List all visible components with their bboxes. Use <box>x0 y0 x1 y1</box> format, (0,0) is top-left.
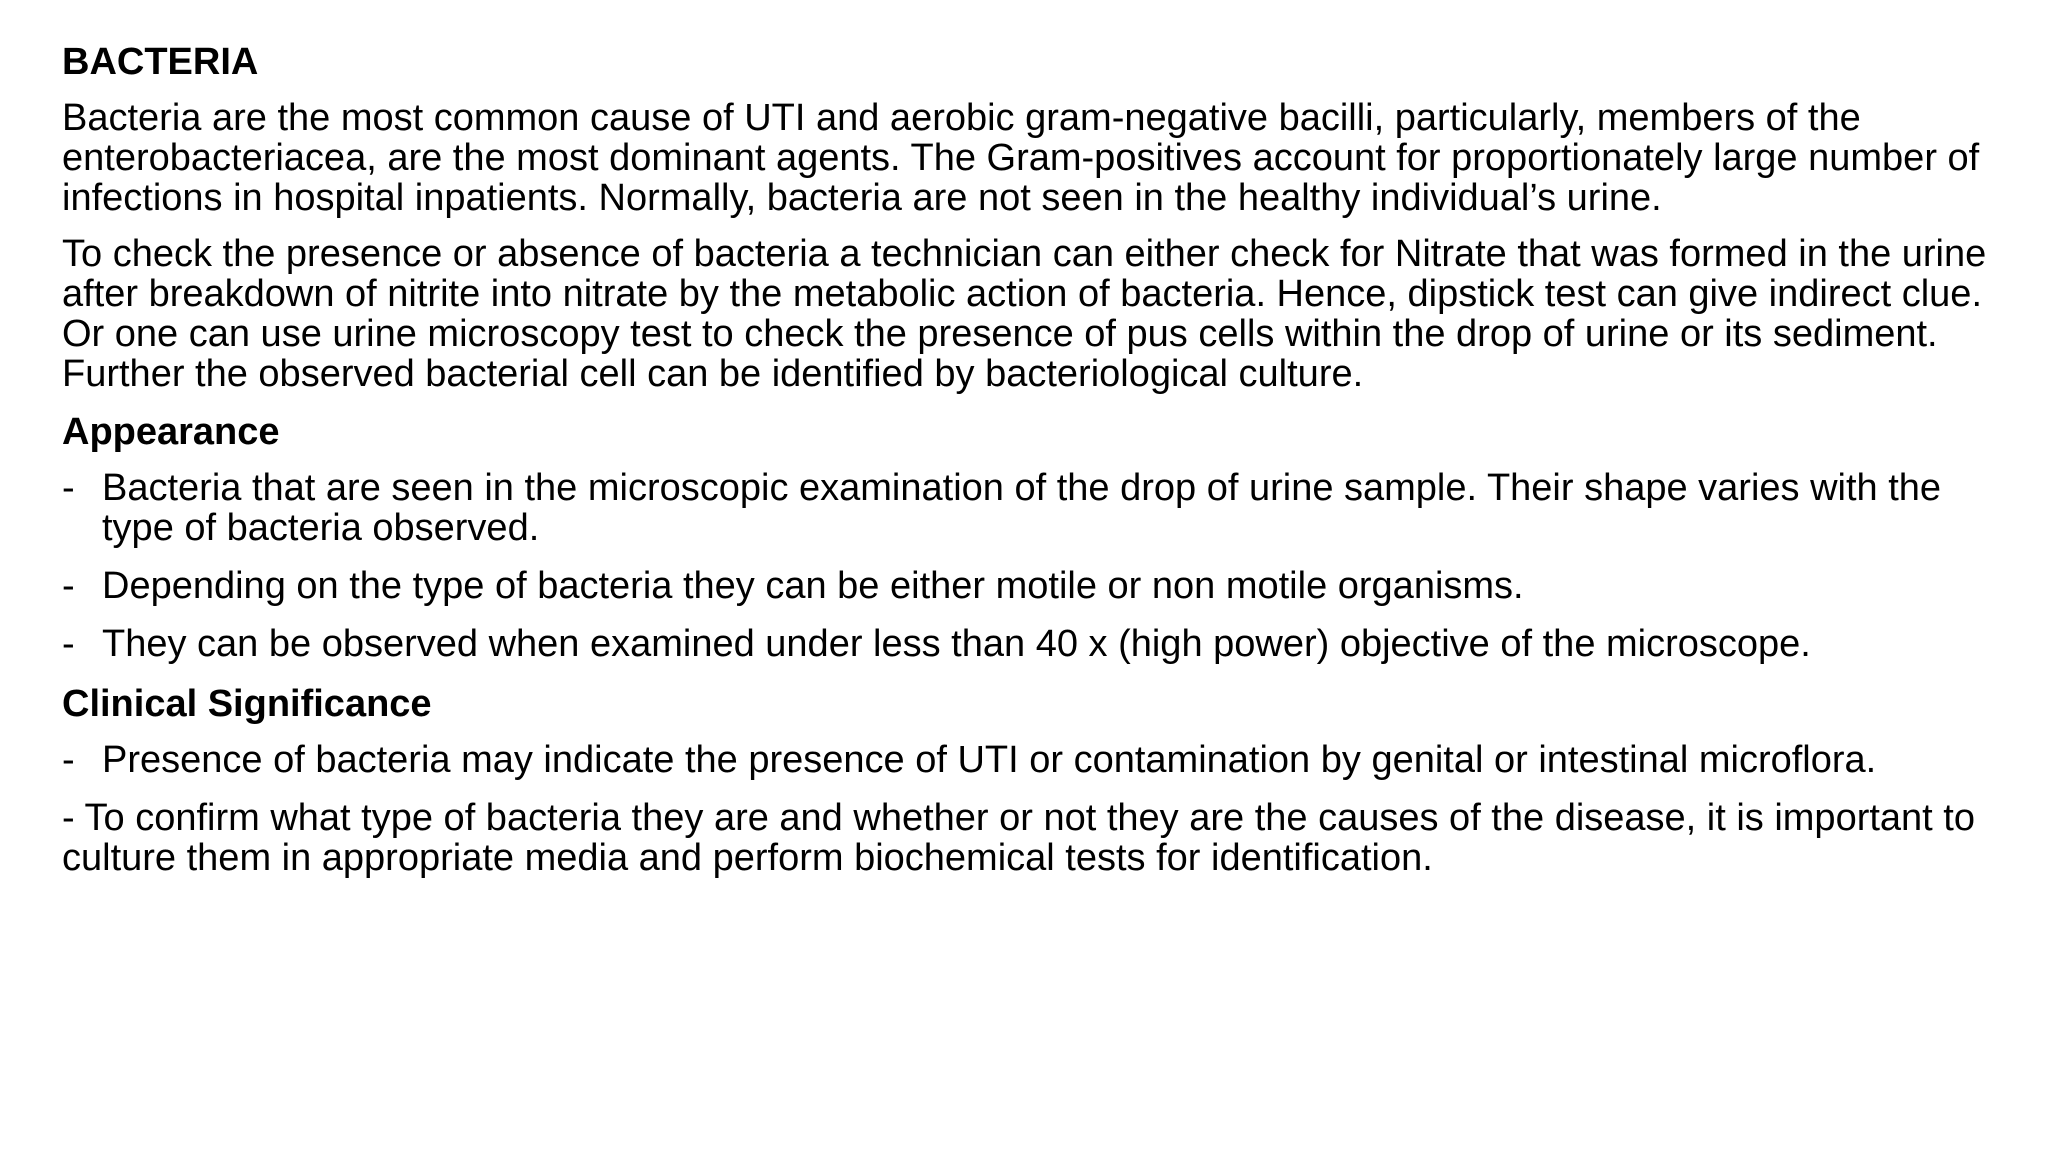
bullet-text: Presence of bacteria may indicate the presence of UTI or contamination by genital or intestinal microflora. <box>102 739 1877 781</box>
bullet-marker: - <box>62 565 75 607</box>
bullet-text: They can be observed when examined under less than 40 x (high power) objective of the microscope. <box>102 623 1811 665</box>
page-title: BACTERIA <box>62 41 259 83</box>
appearance-heading: Appearance <box>62 411 280 453</box>
bullet-text: Bacteria that are seen in the microscopic examination of the drop of urine sample. Their shape varies with the type of bacteria observed. <box>102 467 1942 549</box>
appearance-bullet-2 <box>62 566 2012 606</box>
intro-paragraph-2: To check the presence or absence of bacteria a technician can either check for Nitrate that was formed in the urine after breakdown of nitrite into nitrate by the metabolic action of bacteria. Hence, dipstick test can give indirect clue. Or one can use urine microscopy test to check the presence of pus cells within the drop of urine or its sediment. Further the observed bacterial cell can be identified by bacteriological culture. <box>62 233 1987 395</box>
clinical-bullet-1 <box>62 740 2012 780</box>
clinical-significance-heading: Clinical Significance <box>62 683 432 725</box>
bullet-marker: - <box>62 739 75 781</box>
clinical-closing-paragraph: - To confirm what type of bacteria they are and whether or not they are the causes of the disease, it is important to culture them in appropriate media and perform biochemical tests for identification. <box>62 797 1975 879</box>
slide-content <box>62 40 2012 894</box>
appearance-bullet-1 <box>62 468 2012 548</box>
intro-paragraph-1: Bacteria are the most common cause of UTI and aerobic gram-negative bacilli, particularly, members of the enterobacteriacea, are the most dominant agents. The Gram-positives account for proportionately large number of infections in hospital inpatients. Normally, bacteria are not seen in the healthy individual’s urine. <box>62 97 1980 219</box>
bullet-marker: - <box>62 467 75 509</box>
bullet-text: Depending on the type of bacteria they can be either motile or non motile organisms. <box>102 565 1524 607</box>
bullet-marker: - <box>62 623 75 665</box>
appearance-bullet-3 <box>62 624 2012 664</box>
